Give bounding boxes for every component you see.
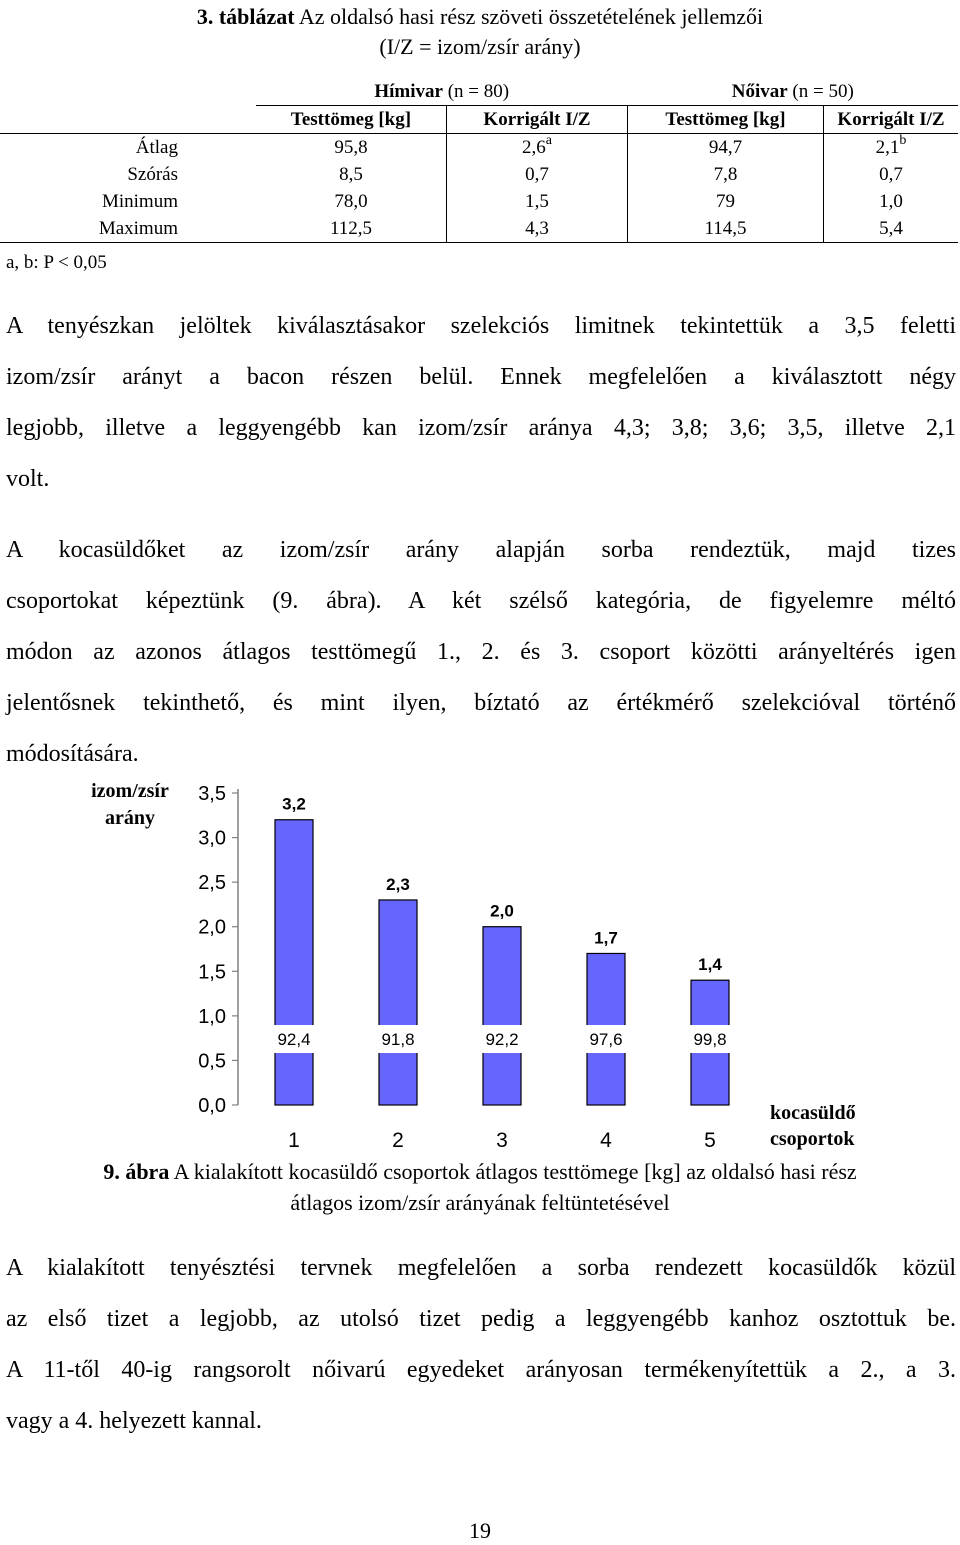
bar-chart xyxy=(180,775,760,1155)
x-tick-label: 2 xyxy=(392,1129,404,1152)
figure-caption xyxy=(0,1156,960,1218)
text-line: módosítására. xyxy=(6,741,139,767)
table-cell xyxy=(628,188,824,215)
group-header-male xyxy=(256,78,628,106)
x-tick-label: 4 xyxy=(600,1129,612,1152)
table-cell xyxy=(628,215,824,243)
row-label: Szórás xyxy=(127,164,178,185)
figure-caption-label: 9. ábra xyxy=(103,1159,170,1184)
text-line: izom/zsír arányt a bacon részen belül. Ennek megfelelően a kiválasztott négy xyxy=(6,364,956,390)
table-caption-line2: (I/Z = izom/zsír arány) xyxy=(379,34,581,59)
cell-value: 8,5 xyxy=(339,164,363,185)
x-tick-label: 3 xyxy=(496,1129,508,1152)
cell-superscript: a xyxy=(545,132,552,148)
chart-y-label: izom/zsír arány xyxy=(91,780,169,829)
text-line: volt. xyxy=(6,466,50,492)
text-line: csoportokat képeztünk (9. ábra). A két szélső kategória, de figyelemre méltó xyxy=(6,588,956,614)
y-tick-label: 2,0 xyxy=(198,916,226,939)
cell-value: 78,0 xyxy=(334,191,368,212)
bar-value-label: 1,7 xyxy=(594,928,618,948)
table-cell xyxy=(447,161,628,188)
group-name: Hímivar xyxy=(374,81,443,102)
cell-superscript: b xyxy=(899,132,907,148)
table-note: a, b: P < 0,05 xyxy=(6,252,107,273)
x-tick-label: 1 xyxy=(288,1129,300,1152)
cell-value: 7,8 xyxy=(713,164,738,185)
table-cell xyxy=(447,134,628,162)
table-row xyxy=(0,161,958,188)
table-row xyxy=(0,188,958,215)
bar-value-label: 1,4 xyxy=(698,955,722,975)
y-tick-label: 3,5 xyxy=(198,783,226,805)
bar-inner-label: 92,4 xyxy=(277,1030,311,1049)
row-label: Minimum xyxy=(101,191,178,212)
table-cell xyxy=(628,161,824,188)
y-tick-label: 0,5 xyxy=(198,1050,226,1073)
text-line: az első tizet a legjobb, az utolsó tizet pedig a leggyengébb kanhoz osztottuk be. xyxy=(6,1306,956,1332)
bar-inner-label: 92,2 xyxy=(485,1030,519,1049)
cell-value: 5,4 xyxy=(879,218,903,239)
cell-value: 1,5 xyxy=(525,191,549,212)
group-name: Nőivar xyxy=(731,81,788,102)
y-tick-label: 2,5 xyxy=(198,872,226,895)
cell-value: 112,5 xyxy=(329,218,373,239)
bar-inner-label: 91,8 xyxy=(381,1030,415,1049)
paragraph-3 xyxy=(6,1243,956,1447)
table-row xyxy=(0,134,958,162)
bar-value-label: 3,2 xyxy=(282,794,306,814)
cell-value: 4,3 xyxy=(525,218,549,239)
y-tick-label: 1,5 xyxy=(198,961,226,984)
table-caption-text: Az oldalsó hasi rész szöveti összetételének jellemzői xyxy=(298,4,764,29)
cell-value: 0,7 xyxy=(525,164,549,185)
group-header-female xyxy=(628,78,959,106)
bar-inner-label: 97,6 xyxy=(589,1030,623,1049)
column-header: Korrigált I/Z xyxy=(824,106,959,134)
bar xyxy=(483,927,521,1105)
table-cell xyxy=(256,215,447,243)
page-number: 19 xyxy=(469,1518,491,1543)
row-label: Átlag xyxy=(135,137,178,158)
paragraph-2 xyxy=(6,525,956,780)
table-cell xyxy=(447,188,628,215)
text-line: legjobb, illetve a leggyengébb kan izom/zsír aránya 4,3; 3,8; 3,6; 3,5, illetve 2,1 xyxy=(6,415,956,441)
paragraph-1 xyxy=(6,301,956,505)
column-header: Testtömeg [kg] xyxy=(628,106,824,134)
cell-value: 95,8 xyxy=(334,137,368,158)
column-header: Korrigált I/Z xyxy=(447,106,628,134)
text-line: módon az azonos átlagos testtömegű 1., 2. és 3. csoport közötti arányeltérés igen xyxy=(6,639,956,665)
table-cell xyxy=(256,161,447,188)
table-caption xyxy=(0,2,960,32)
bar-value-label: 2,0 xyxy=(490,901,514,921)
cell-value: 2,6 xyxy=(522,137,546,158)
group-n: (n = 50) xyxy=(792,81,854,102)
table-row xyxy=(0,215,958,243)
cell-value: 0,7 xyxy=(879,164,903,185)
bar xyxy=(275,820,313,1105)
text-line: A kocasüldőket az izom/zsír arány alapján sorba rendeztük, majd tizes xyxy=(6,537,956,563)
table-cell xyxy=(824,134,959,162)
bar xyxy=(379,900,417,1105)
bar-inner-label: 99,8 xyxy=(693,1030,727,1049)
group-n: (n = 80) xyxy=(447,81,510,102)
column-header: Testtömeg [kg] xyxy=(256,106,447,134)
table-cell xyxy=(824,188,959,215)
y-tick-label: 0,0 xyxy=(198,1095,226,1117)
table-cell xyxy=(447,215,628,243)
table-cell xyxy=(256,134,447,162)
figure-caption-text: A kialakított kocasüldő csoportok átlagos testtömege [kg] az oldalsó hasi rész xyxy=(173,1159,857,1184)
table-cell xyxy=(256,188,447,215)
table-cell xyxy=(628,134,824,162)
text-line: jelentősnek tekinthető, és mint ilyen, bíztató az értékmérő szelekcióval történő xyxy=(6,690,956,716)
cell-value: 79 xyxy=(716,191,735,212)
text-line: A tenyészkan jelöltek kiválasztásakor szelekciós limitnek tekintettük a 3,5 feletti xyxy=(6,313,956,339)
cell-value: 114,5 xyxy=(704,218,747,239)
x-tick-label: 5 xyxy=(704,1129,716,1152)
table-caption-label: 3. táblázat xyxy=(196,4,295,29)
cell-value: 94,7 xyxy=(708,137,743,158)
text-line: A 11-től 40-ig rangsorolt nőivarú egyedeket arányosan termékenyítettük a 2., a 3. xyxy=(6,1357,956,1383)
row-label: Maximum xyxy=(0,215,256,243)
cell-value: 1,0 xyxy=(879,191,903,212)
y-tick-label: 1,0 xyxy=(198,1005,226,1028)
text-line: vagy a 4. helyezett kannal. xyxy=(6,1408,262,1434)
table-cell xyxy=(824,161,959,188)
figure-caption-line2: átlagos izom/zsír arányának feltüntetésével xyxy=(290,1190,670,1215)
stats-table xyxy=(0,78,958,243)
bar-value-label: 2,3 xyxy=(386,874,410,894)
chart-x-label: kocasüldő csoportok xyxy=(770,1102,856,1150)
table-cell xyxy=(824,215,959,243)
text-line: A kialakított tenyésztési tervnek megfelelően a sorba rendezett kocasüldők közül xyxy=(6,1255,956,1281)
cell-value: 2,1 xyxy=(875,137,900,158)
y-tick-label: 3,0 xyxy=(198,827,226,850)
